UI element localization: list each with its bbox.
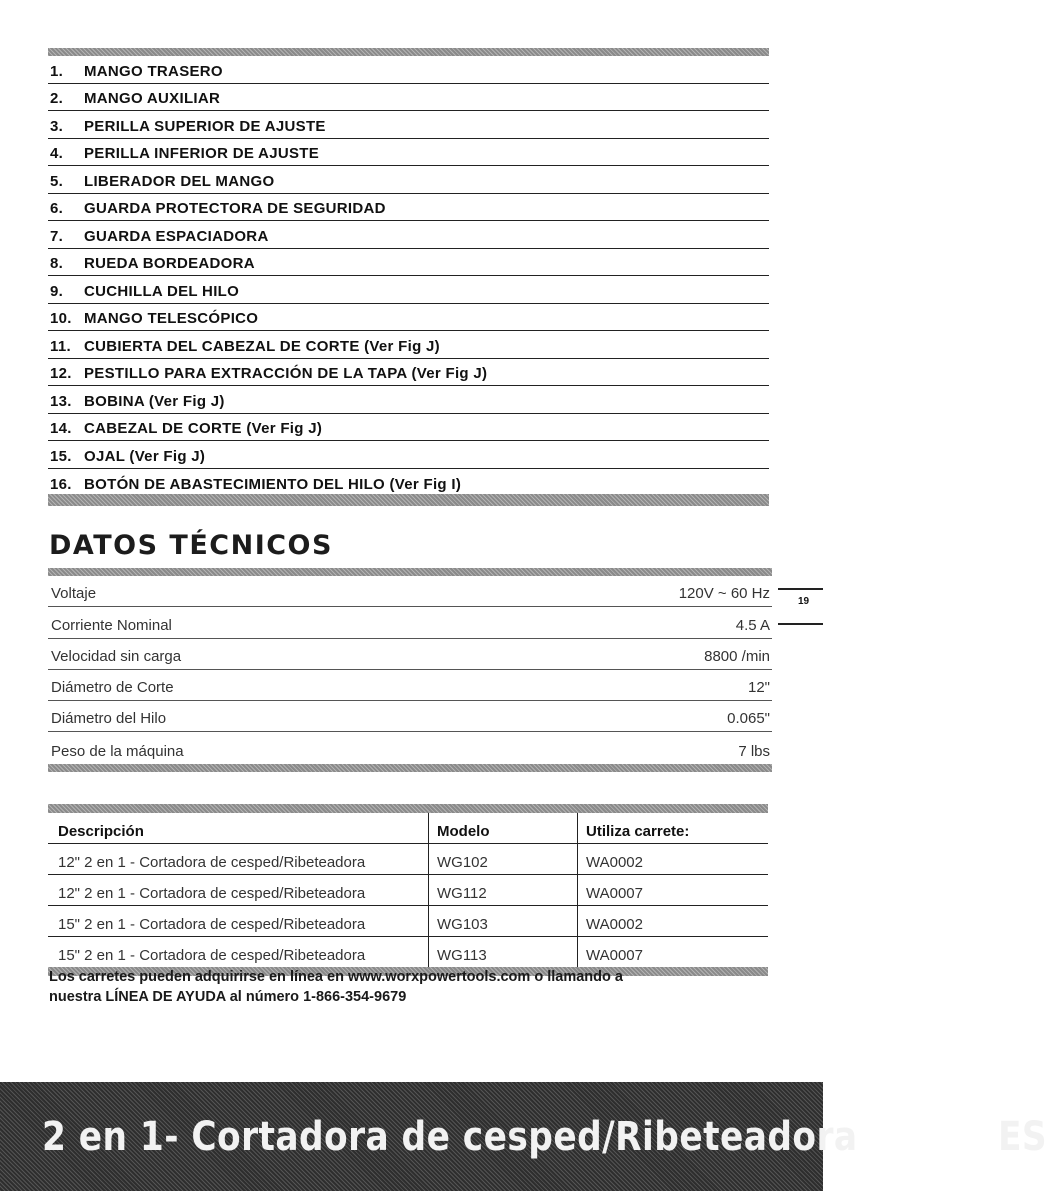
page-tab-line-top: [778, 588, 823, 590]
table-row: [48, 844, 768, 875]
parts-list-item: [48, 331, 769, 359]
specs-table: [48, 568, 772, 772]
part-number: 7.: [50, 227, 64, 245]
spool-table-top-bar: [48, 804, 768, 813]
spool-table: [48, 804, 768, 976]
part-label: BOTÓN DE ABASTECIMIENTO DEL HILO (Ver Fig I): [84, 476, 462, 493]
spec-value: 0.065": [727, 710, 770, 728]
part-number: 10.: [50, 310, 72, 327]
part-number: 9.: [50, 282, 64, 300]
spec-label: Diámetro del Hilo: [51, 710, 167, 728]
part-label: CUBIERTA DEL CABEZAL DE CORTE (Ver Fig J): [84, 337, 440, 355]
part-label: PERILLA SUPERIOR DE AJUSTE: [84, 117, 326, 135]
part-label: CUCHILLA DEL HILO: [84, 282, 240, 300]
column-header-description: Descripción: [48, 813, 429, 844]
part-number: 14.: [50, 420, 72, 437]
part-label: GUARDA PROTECTORA DE SEGURIDAD: [84, 200, 386, 217]
page-number: 19: [798, 596, 810, 607]
part-label: MANGO TELESCÓPICO: [84, 310, 259, 327]
cell-model: WG112: [429, 875, 578, 906]
spec-label: Peso de la máquina: [51, 742, 184, 760]
cell-description: 15" 2 en 1 - Cortadora de cesped/Ribeteadora: [48, 937, 429, 968]
parts-list-item: [48, 304, 769, 332]
table-row: [48, 906, 768, 937]
spec-label: Diámetro de Corte: [51, 679, 174, 697]
specs-heading: DATOS TÉCNICOS: [49, 530, 333, 561]
spec-value: 8800 /min: [704, 647, 770, 665]
table-row: [48, 937, 768, 968]
note-line-2: nuestra LÍNEA DE AYUDA al número 1-866-354-9679: [49, 989, 407, 1005]
spec-row: [48, 732, 772, 763]
spec-label: Voltaje: [51, 585, 97, 603]
part-number: 16.: [50, 476, 72, 493]
parts-list-item: [48, 111, 769, 139]
parts-list-item: [48, 276, 769, 304]
page-tab-line-bottom: [778, 623, 823, 625]
cell-description: 15" 2 en 1 - Cortadora de cesped/Ribeteadora: [48, 906, 429, 937]
part-label: GUARDA ESPACIADORA: [84, 227, 269, 245]
language-code: ES: [998, 1113, 1047, 1160]
cell-spool: WA0002: [578, 906, 769, 937]
part-number: 13.: [50, 392, 72, 410]
part-number: 4.: [50, 145, 64, 162]
spec-value: 120V ~ 60 Hz: [678, 585, 770, 603]
part-label: PESTILLO PARA EXTRACCIÓN DE LA TAPA (Ver Fig J): [84, 365, 488, 382]
part-number: 8.: [50, 255, 64, 272]
part-number: 6.: [50, 200, 64, 217]
parts-list-bottom-bar: [48, 494, 769, 506]
part-label: RUEDA BORDEADORA: [84, 255, 255, 272]
spool-purchase-note: [49, 967, 779, 1007]
parts-list-item: [48, 56, 769, 84]
cell-model: WG113: [429, 937, 578, 968]
specs-bottom-bar: [48, 764, 772, 772]
part-label: BOBINA (Ver Fig J): [84, 392, 225, 410]
parts-list-item: [48, 414, 769, 442]
spec-row: [48, 701, 772, 732]
spec-label: Velocidad sin carga: [51, 647, 182, 665]
part-number: 3.: [50, 117, 64, 135]
part-label: MANGO AUXILIAR: [84, 90, 221, 107]
parts-list-item: [48, 249, 769, 277]
parts-list: [48, 48, 769, 506]
cell-spool: WA0002: [578, 844, 769, 875]
spec-row: [48, 607, 772, 638]
cell-description: 12" 2 en 1 - Cortadora de cesped/Ribeteadora: [48, 844, 429, 875]
parts-list-top-bar: [48, 48, 769, 56]
part-label: MANGO TRASERO: [84, 62, 223, 80]
cell-model: WG102: [429, 844, 578, 875]
spec-value: 7 lbs: [738, 742, 770, 760]
spec-value: 12": [747, 679, 770, 697]
part-number: 5.: [50, 172, 64, 190]
spec-label: Corriente Nominal: [51, 616, 172, 634]
part-number: 2.: [50, 90, 64, 107]
part-number: 15.: [50, 447, 72, 465]
part-label: OJAL (Ver Fig J): [84, 447, 206, 465]
spec-value: 4.5 A: [735, 616, 770, 634]
part-label: PERILLA INFERIOR DE AJUSTE: [84, 145, 320, 162]
parts-list-item: [48, 166, 769, 194]
cell-model: WG103: [429, 906, 578, 937]
table-header-row: [48, 813, 768, 844]
parts-list-item: [48, 441, 769, 469]
part-number: 12.: [50, 365, 72, 382]
part-label: CABEZAL DE CORTE (Ver Fig J): [84, 420, 323, 437]
specs-top-bar: [48, 568, 772, 576]
footer-title: 2 en 1- Cortadora de cesped/Ribeteadora: [42, 1113, 858, 1160]
parts-list-item: [48, 139, 769, 167]
cell-description: 12" 2 en 1 - Cortadora de cesped/Ribeteadora: [48, 875, 429, 906]
cell-spool: WA0007: [586, 947, 643, 964]
parts-list-item: [48, 221, 769, 249]
spec-row: [48, 670, 772, 701]
spec-row: [48, 576, 772, 607]
column-header-model: Modelo: [429, 813, 578, 844]
note-line-1: Los carretes pueden adquirirse en línea en www.worxpowertools.com o llamando a: [49, 969, 623, 985]
part-label: LIBERADOR DEL MANGO: [84, 172, 275, 190]
table-row: [48, 875, 768, 906]
part-number: 11.: [50, 337, 71, 355]
parts-list-item: [48, 359, 769, 387]
parts-list-item: [48, 194, 769, 222]
cell-spool: WA0007: [578, 875, 769, 906]
spec-row: [48, 639, 772, 670]
part-number: 1.: [50, 62, 64, 80]
parts-list-item: [48, 386, 769, 414]
parts-list-item: [48, 469, 769, 497]
spool-table-grid: [48, 813, 768, 967]
column-header-spool: Utiliza carrete:: [578, 813, 769, 844]
footer-banner: [0, 1082, 1047, 1191]
parts-list-item: [48, 84, 769, 112]
